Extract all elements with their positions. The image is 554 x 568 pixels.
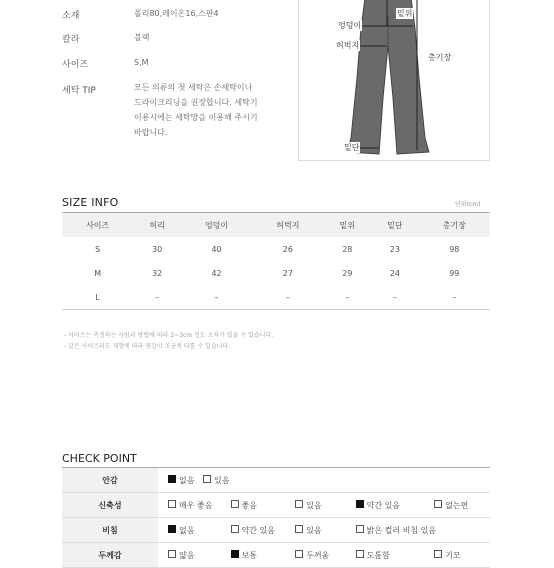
check-row: [62, 543, 490, 568]
check-option: [356, 550, 426, 561]
unchecked-box-icon: [231, 500, 239, 508]
wash-line: 드라이크리닝을 권장합니다. 세탁기: [134, 98, 258, 107]
table-cell: –: [419, 285, 490, 310]
unchecked-box-icon: [231, 525, 239, 533]
unchecked-box-icon: [295, 525, 303, 533]
check-option: [434, 500, 468, 511]
check-option: [168, 500, 222, 511]
table-cell: –: [133, 285, 181, 310]
header-cell: 밑위: [324, 213, 372, 238]
table-cell: 23: [389, 244, 400, 254]
check-row: [62, 518, 490, 543]
check-category: 두께감: [62, 543, 158, 568]
option-label: 얇음: [179, 550, 195, 560]
unchecked-box-icon: [168, 500, 176, 508]
option-label: 없음: [179, 475, 195, 485]
option-label: 없는편: [445, 500, 469, 510]
label-total-length: 총기장: [428, 53, 452, 62]
table-cell: 40: [211, 244, 222, 254]
size-table-header: [62, 213, 490, 238]
check-category: 안감: [62, 468, 158, 493]
size-info-title: SIZE INFO: [62, 196, 119, 209]
check-options: [158, 543, 490, 568]
check-option: [231, 525, 287, 536]
table-cell: –: [324, 285, 372, 310]
unchecked-box-icon: [203, 475, 211, 483]
table-cell: –: [371, 285, 419, 310]
check-options: [158, 468, 490, 493]
check-options: [158, 493, 490, 518]
table-cell: 32: [152, 268, 163, 278]
option-label: 두꺼움: [306, 550, 330, 560]
check-option: [231, 550, 287, 561]
checked-box-icon: [356, 500, 364, 508]
unchecked-box-icon: [434, 500, 442, 508]
wash-label: 세탁 TIP: [62, 86, 96, 96]
table-cell: 98: [449, 244, 460, 254]
check-option: [231, 500, 287, 511]
option-label: 기모: [445, 550, 461, 560]
table-cell: 30: [152, 244, 163, 254]
check-option: [356, 525, 436, 536]
check-category: 비침: [62, 518, 158, 543]
check-option: [168, 475, 194, 486]
table-row: [62, 261, 490, 285]
table-cell: 29: [342, 268, 353, 278]
header-cell: 총기장: [419, 213, 490, 238]
label-hip: 엉덩이: [338, 21, 362, 30]
material-label: 소재: [62, 11, 80, 21]
header-cell: 사이즈: [62, 213, 133, 238]
check-options: [158, 518, 490, 543]
table-cell: 27: [282, 268, 293, 278]
table-cell: –: [252, 285, 323, 310]
table-cell: 42: [211, 268, 222, 278]
check-option: [295, 525, 347, 536]
table-cell: 99: [449, 268, 460, 278]
unchecked-box-icon: [295, 500, 303, 508]
color-value: 블랙: [134, 33, 150, 42]
table-cell: 28: [342, 244, 353, 254]
header-cell: 허벅지: [252, 213, 323, 238]
color-label: 칼라: [62, 35, 80, 45]
size-cell: L: [62, 285, 133, 310]
checked-box-icon: [168, 525, 176, 533]
header-cell: 밑단: [371, 213, 419, 238]
size-label: 사이즈: [62, 60, 89, 70]
material-value: 폴리80,레이온16,스판4: [134, 9, 219, 18]
size-value: S,M: [134, 58, 149, 67]
table-row: [62, 285, 490, 310]
wash-line: 모든 의류의 첫 세탁은 손세탁이나: [134, 83, 253, 92]
size-cell: S: [95, 244, 101, 254]
table-row: [62, 237, 490, 261]
wash-text: [134, 80, 258, 140]
option-label: 있음: [306, 525, 322, 535]
option-label: 밝은 컬러 비침 있음: [366, 525, 437, 535]
option-label: 매우 좋음: [179, 500, 213, 510]
wash-line: 바랍니다.: [134, 128, 168, 137]
label-thigh: 허벅지: [336, 41, 360, 50]
check-option: [168, 525, 222, 536]
check-point-table: [62, 467, 490, 568]
option-label: 있음: [306, 500, 322, 510]
check-option: [356, 500, 426, 511]
size-table: [62, 212, 490, 310]
check-option: [168, 550, 222, 561]
option-label: 약간 있음: [241, 525, 276, 535]
check-point-title: CHECK POINT: [62, 452, 137, 465]
header-cell: 엉덩이: [181, 213, 252, 238]
header-cell: 허리: [133, 213, 181, 238]
option-label: 있음: [214, 475, 230, 485]
check-option: [434, 550, 460, 561]
check-option: [295, 550, 347, 561]
option-label: 보통: [241, 550, 258, 560]
unchecked-box-icon: [356, 525, 364, 533]
check-option: [295, 500, 347, 511]
size-note: - 사이즈는 측정하는 사람과 방법에 따라 2~3cm 정도 오차가 있을 수 있습니다.: [64, 332, 274, 339]
label-rise: 밑위: [397, 9, 413, 18]
size-note: - 같은 사이즈라도 제형에 따라 핏감이 조금씩 다를 수 있습니다.: [64, 343, 231, 350]
pants-measure-diagram: [298, 0, 490, 161]
option-label: 약간 있음: [366, 500, 401, 510]
size-cell: M: [94, 268, 102, 278]
table-cell: 26: [282, 244, 293, 254]
check-row: [62, 468, 490, 493]
pants-illustration: [299, 0, 489, 160]
table-cell: 24: [389, 268, 400, 278]
check-row: [62, 493, 490, 518]
check-option: [203, 475, 229, 486]
table-cell: –: [181, 285, 252, 310]
option-label: 도톰함: [366, 550, 390, 560]
wash-line: 이용시에는 세탁망을 이용해 주시기: [134, 113, 258, 122]
option-label: 없음: [179, 525, 195, 535]
label-hem: 밑단: [344, 143, 360, 152]
option-label: 좋음: [241, 500, 258, 510]
checked-box-icon: [168, 475, 176, 483]
check-category: 신축성: [62, 493, 158, 518]
unit-label: 단위(cm): [455, 201, 481, 208]
